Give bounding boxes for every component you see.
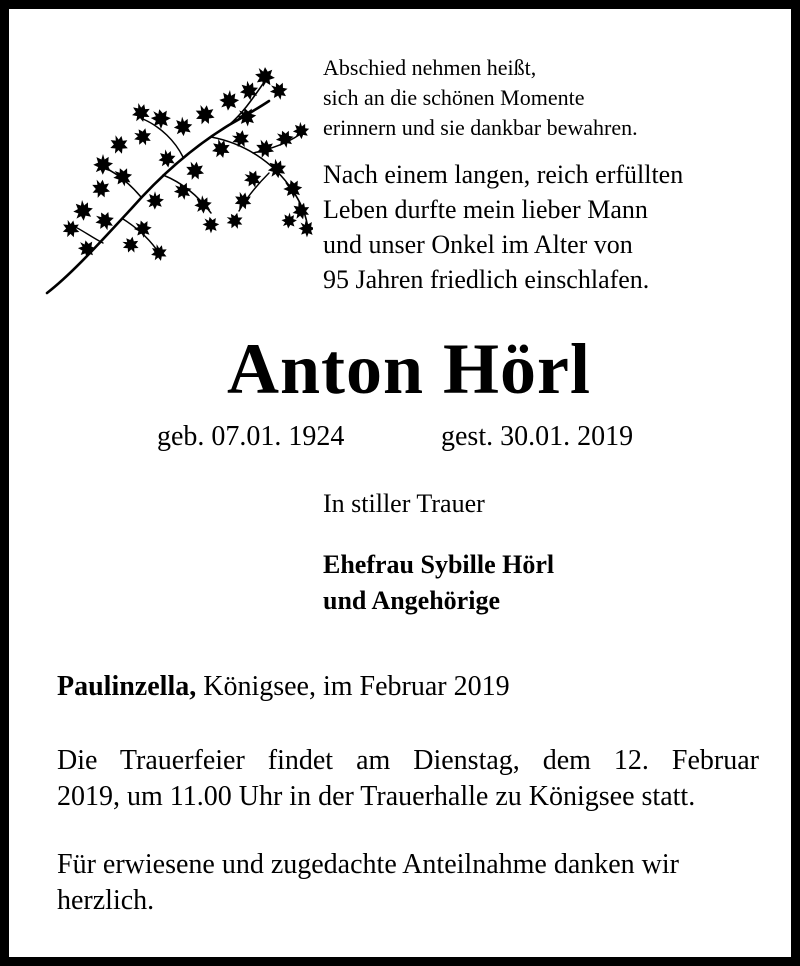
mourners-list bbox=[323, 547, 554, 619]
thanks-line: herzlich. bbox=[57, 885, 155, 916]
leafy-branch-icon bbox=[43, 61, 313, 301]
poem-line: Leben durfte mein lieber Mann bbox=[323, 195, 648, 224]
notice-line: Die Trauerfeier findet am Dienstag, dem 12. Februar bbox=[57, 745, 759, 776]
death-date: gest. 30.01. 2019 bbox=[441, 421, 634, 452]
poem-line: Abschied nehmen heißt, bbox=[323, 55, 537, 80]
place-date-rest: Königsee, im Februar 2019 bbox=[196, 671, 510, 702]
poem-line: 95 Jahren friedlich einschlafen. bbox=[323, 265, 650, 294]
thanks-note bbox=[57, 847, 759, 919]
mourning-intro: In stiller Trauer bbox=[323, 489, 485, 518]
thanks-line: Für erwiesene und zugedachte Anteilnahme danken wir bbox=[57, 849, 680, 880]
deceased-name: Anton Hörl bbox=[226, 329, 592, 409]
place-name: Paulinzella, bbox=[57, 671, 197, 702]
poem-line: sich an die schönen Momente bbox=[323, 85, 585, 110]
poem-line: Nach einem langen, reich erfüllten bbox=[323, 160, 684, 189]
poem-stanza-2 bbox=[323, 157, 683, 297]
place-and-date bbox=[57, 669, 510, 705]
farewell-poem bbox=[323, 53, 683, 297]
birth-date: geb. 07.01. 1924 bbox=[157, 421, 345, 452]
poem-line: erinnern und sie dankbar bewahren. bbox=[323, 115, 638, 140]
mourner-line: und Angehörige bbox=[323, 586, 500, 615]
poem-stanza-1 bbox=[323, 53, 683, 143]
notice-line: 2019, um 11.00 Uhr in der Trauerhalle zu Königsee statt. bbox=[57, 781, 696, 812]
mourner-line: Ehefrau Sybille Hörl bbox=[323, 550, 555, 579]
funeral-notice bbox=[57, 743, 759, 815]
poem-line: und unser Onkel im Alter von bbox=[323, 230, 633, 259]
